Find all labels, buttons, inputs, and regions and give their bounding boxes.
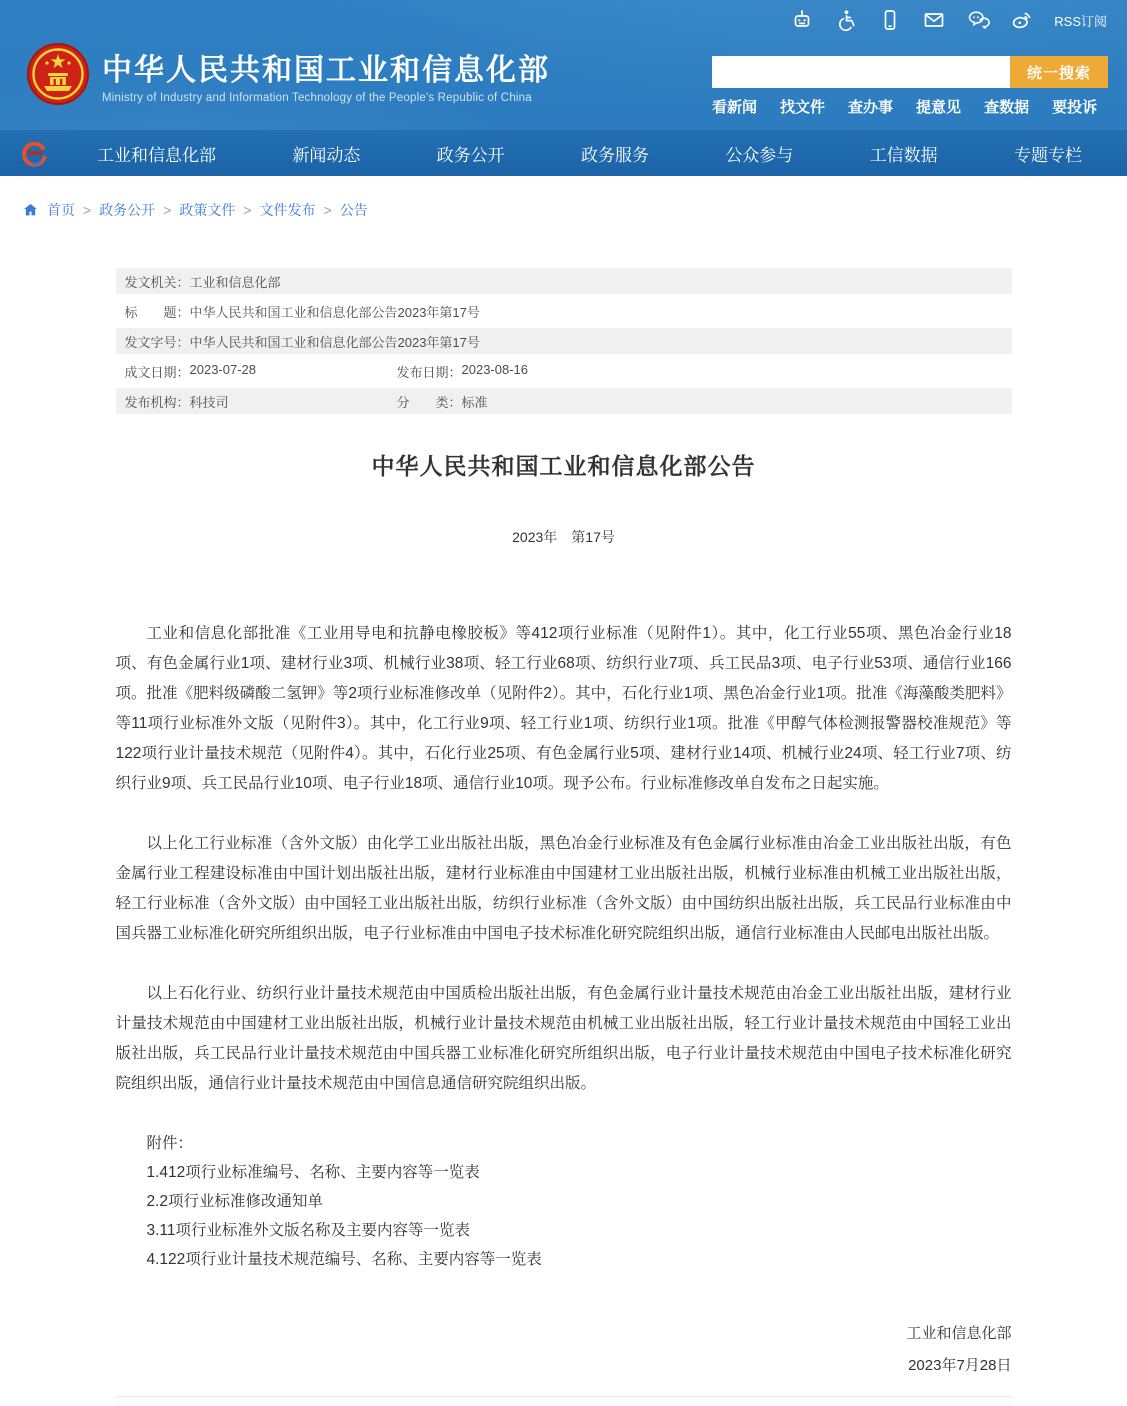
nav-item-miit[interactable]: 工业和信息化部 [97,145,216,165]
meta-label: 发布机构： [124,394,190,410]
attachments-section [116,1129,1012,1274]
meta-label: 分 类： [396,394,462,410]
meta-label: 发文字号： [124,334,190,350]
attachment-link-2[interactable]: 2.2项行业标准修改通知单 [146,1193,324,1210]
meta-row-doc-number [116,328,1012,354]
quick-link-services[interactable]: 查办事 [848,99,894,116]
breadcrumb-policy-documents[interactable]: 政策文件 [179,202,236,218]
quick-links [712,96,1108,117]
attachment-link-4[interactable]: 4.122项行业计量技术规范编号、名称、主要内容等一览表 [146,1251,542,1268]
body-paragraph-3: 以上石化行业、纺织行业计量技术规范由中国质检出版社出版，有色金属行业计量技术规范由冶金工业出版社出版，建材行业计量技术规范由中国建材工业出版社出版，机械行业计量技术规范由机械工业出版社出版，轻工行业计量技术规范由中国轻工业出版社出版，兵工民品行业计量技术规范由中国兵器工业标准化研究所组织出版，电子行业计量技术规范由中国电子技术标准化研究院组织出版，通信行业计量技术规范由中国信息通信研究院组织出版。 [115,985,1012,1092]
nav-item-special-topics[interactable]: 专题专栏 [1013,145,1082,165]
breadcrumb-separator: > [323,202,332,218]
header-banner [0,40,1127,130]
meta-value: 中华人民共和国工业和信息化部公告2023年第17号 [189,334,480,350]
breadcrumb-home[interactable]: 首页 [47,202,75,218]
nav-item-public-participation[interactable]: 公众参与 [725,145,794,165]
breadcrumb-document-release[interactable]: 文件发布 [259,202,316,218]
meta-row-publisher-category [116,388,1012,414]
meta-label: 发文机关： [124,274,190,290]
quick-link-suggestions[interactable]: 提意见 [916,99,962,116]
signature-block [116,1318,1012,1382]
attachments-title: 附件： [146,1135,194,1152]
meta-value: 2023-08-16 [461,361,529,377]
body-paragraph-2: 以上化工行业标准（含外文版）由化学工业出版社出版，黑色冶金行业标准及有色金属行业标准由冶金工业出版社出版，有色金属行业工程建设标准由中国计划出版社出版，建材行业标准由中国建材工业出版社出版，机械行业标准由机械工业出版社出版，轻工行业标准（含外文版）由中国轻工业出版社出版，纺织行业标准（含外文版）由中国纺织出版社出版，兵工民品行业标准由中国兵器工业标准化研究所组织出版，电子行业标准由中国电子技术标准化研究院组织出版，通信行业标准由人民邮电出版社出版。 [115,835,1012,942]
brand-text [102,45,550,104]
signature-org: 工业和信息化部 [906,1325,1012,1342]
meta-row-issuing-org [116,268,1012,294]
breadcrumb-separator: > [163,202,172,218]
nav-item-miit-data[interactable]: 工信数据 [869,145,938,165]
miit-logo-icon [20,139,48,167]
announcement-title: 中华人民共和国工业和信息化部公告 [371,453,756,479]
accessibility-icon[interactable] [834,8,858,32]
search-area [712,56,1108,117]
meta-label: 标 题： [124,304,190,320]
quick-link-files[interactable]: 找文件 [780,99,826,116]
breadcrumb [22,200,1127,220]
topbar [0,0,1127,40]
breadcrumb-separator: > [83,202,92,218]
attachment-link-1[interactable]: 1.412项行业标准编号、名称、主要内容等一览表 [146,1164,480,1181]
footer-divider [116,1396,1012,1406]
breadcrumb-gov-disclosure[interactable]: 政务公开 [99,202,156,218]
meta-row-title [116,298,1012,324]
meta-label: 成文日期： [124,364,190,380]
weibo-icon[interactable] [1010,8,1034,32]
meta-value: 科技司 [189,394,229,410]
quick-link-news[interactable]: 看新闻 [712,99,758,116]
nav-item-news[interactable]: 新闻动态 [292,145,361,165]
main-navigation [0,130,1127,176]
mobile-icon[interactable] [878,8,902,32]
meta-value: 2023-07-28 [189,361,257,377]
attachment-link-3[interactable]: 3.11项行业标准外文版名称及主要内容等一览表 [146,1222,471,1239]
document-meta-table [116,268,1012,414]
body-paragraph-1: 工业和信息化部批准《工业用导电和抗静电橡胶板》等412项行业标准（见附件1）。其中，化工行业55项、黑色冶金行业18项、有色金属行业1项、建材行业3项、机械行业38项、轻工行业68项、纺织行业7项、兵工民品3项、电子行业53项、通信行业166项。批准《肥料级磷酸二氢钾》等2项行业标准修改单（见附件2）。其中，石化行业1项、黑色冶金行业1项。批准《海藻酸类肥料》等11项行业标准外文版（见附件3）。其中，化工行业9项、轻工行业1项、纺织行业1项。批准《甲醇气体检测报警器校准规范》等122项行业计量技术规范（见附件4）。其中，石化行业25项、有色金属行业5项、建材行业14项、机械行业24项、轻工行业7项、纺织行业9项、兵工民品行业10项、电子行业18项、通信行业10项。现予公布。行业标准修改单自发布之日起实施。 [115,625,1012,792]
meta-value: 工业和信息化部 [189,274,281,290]
announcement-body [116,619,1012,1099]
unified-search-button[interactable]: 统一搜索 [1010,56,1108,88]
nav-item-gov-disclosure[interactable]: 政务公开 [436,145,505,165]
site-brand[interactable] [26,42,550,106]
mail-icon[interactable] [922,8,946,32]
site-subtitle-en: Ministry of Industry and Information Technology of the People's Republic of China [102,91,532,104]
breadcrumb-separator: > [243,202,252,218]
announcement-issue-number: 2023年 第17号 [512,529,615,545]
meta-label: 发布日期： [396,364,462,380]
site-title: 中华人民共和国工业和信息化部 [102,53,550,87]
site-header [0,0,1127,176]
search-input[interactable] [712,56,1010,88]
nav-item-gov-services[interactable]: 政务服务 [580,145,649,165]
robot-icon[interactable] [790,8,814,32]
meta-row-dates [116,358,1012,384]
breadcrumb-announcement[interactable]: 公告 [339,202,368,218]
rss-subscribe-link[interactable]: RSS订阅 [1054,13,1107,29]
signature-date: 2023年7月28日 [908,1357,1012,1374]
quick-link-data[interactable]: 查数据 [984,99,1030,116]
home-icon[interactable] [22,202,39,218]
meta-value: 标准 [461,394,488,410]
meta-value: 中华人民共和国工业和信息化部公告2023年第17号 [189,304,480,320]
nav-items [0,141,1127,166]
wechat-icon[interactable] [966,8,990,32]
document-content [116,268,1012,1406]
quick-link-complaints[interactable]: 要投诉 [1052,99,1098,116]
national-emblem-icon [26,42,90,106]
